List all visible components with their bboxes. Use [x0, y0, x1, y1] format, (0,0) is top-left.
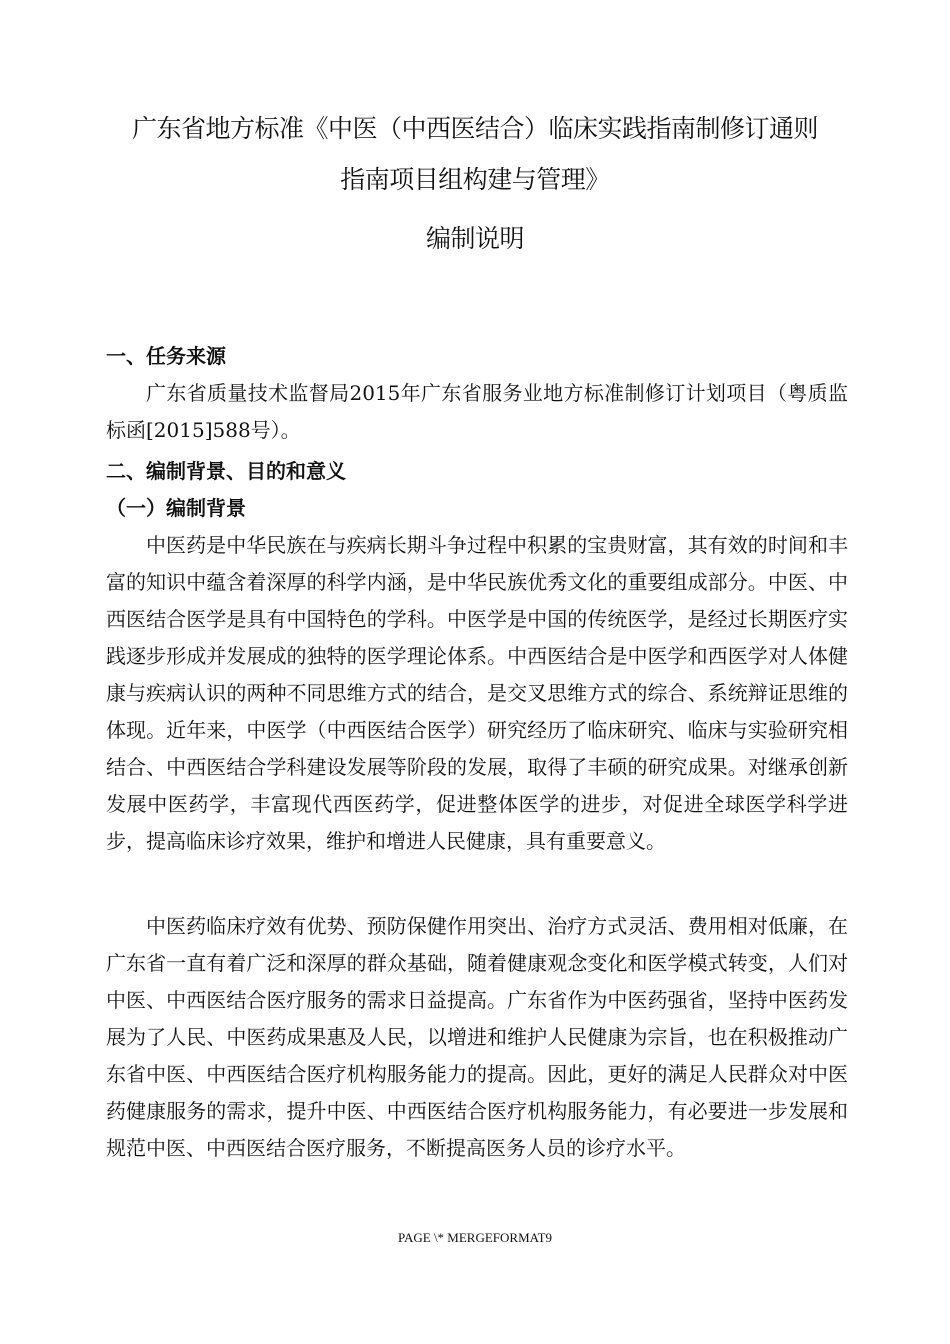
document-title-line-2: 指南项目组构建与管理》	[340, 165, 610, 194]
paragraph-task-source: 广东省质量技术监督局2015年广东省服务业地方标准制修订计划项目（粤质监标函[2015]588号）。	[106, 381, 848, 442]
paragraph-background-2: 中医药临床疗效有优势、预防保健作用突出、治疗方式灵活、费用相对低廉，在广东省一直有着广泛和深厚的群众基础，随着健康观念变化和医学模式转变，人们对中医、中西医结合医疗服务的需求日益提高。广东省作为中医药强省，坚持中医药发展为了人民、中医药成果惠及人民，以增进和维护人民健康为宗旨，也在积极推动广东省中医、中西医结合医疗机构服务能力的提高。因此，更好的满足人民群众对中医药健康服务的需求，提升中医、中西医结合医疗机构服务能力，有必要进一步发展和规范中医、中西医结合医疗服务，不断提高医务人员的诊疗水平。	[106, 914, 848, 1160]
page-footer: PAGE \* MERGEFORMAT9	[397, 1230, 553, 1245]
paragraph-background-1: 中医药是中华民族在与疾病长期斗争过程中积累的宝贵财富，其有效的时间和丰富的知识中蕴含着深厚的科学内涵，是中华民族优秀文化的重要组成部分。中医、中西医结合医学是具有中国特色的学科。中医学是中国的传统医学，是经过长期医疗实践逐步形成并发展成的独特的医学理论体系。中西医结合是中医学和西医学对人体健康与疾病认识的两种不同思维方式的结合，是交叉思维方式的综合、系统辩证思维的体现。近年来，中医学（中西医结合医学）研究经历了临床研究、临床与实验研究相结合、中西医结合学科建设发展等阶段的发展，取得了丰硕的研究成果。对继承创新发展中医药学，丰富现代西医药学，促进整体医学的进步，对促进全球医学科学进步，提高临床诊疗效果，维护和增进人民健康，具有重要意义。	[106, 533, 848, 853]
section-heading-background: 二、编制背景、目的和意义	[106, 459, 346, 483]
section-heading-task-source: 一、任务来源	[106, 344, 226, 368]
document-subtitle: 编制说明	[425, 224, 524, 253]
subsection-heading-background: （一）编制背景	[106, 496, 246, 520]
document-title-line-1: 广东省地方标准《中医（中西医结合）临床实践指南制修订通则	[131, 114, 818, 143]
